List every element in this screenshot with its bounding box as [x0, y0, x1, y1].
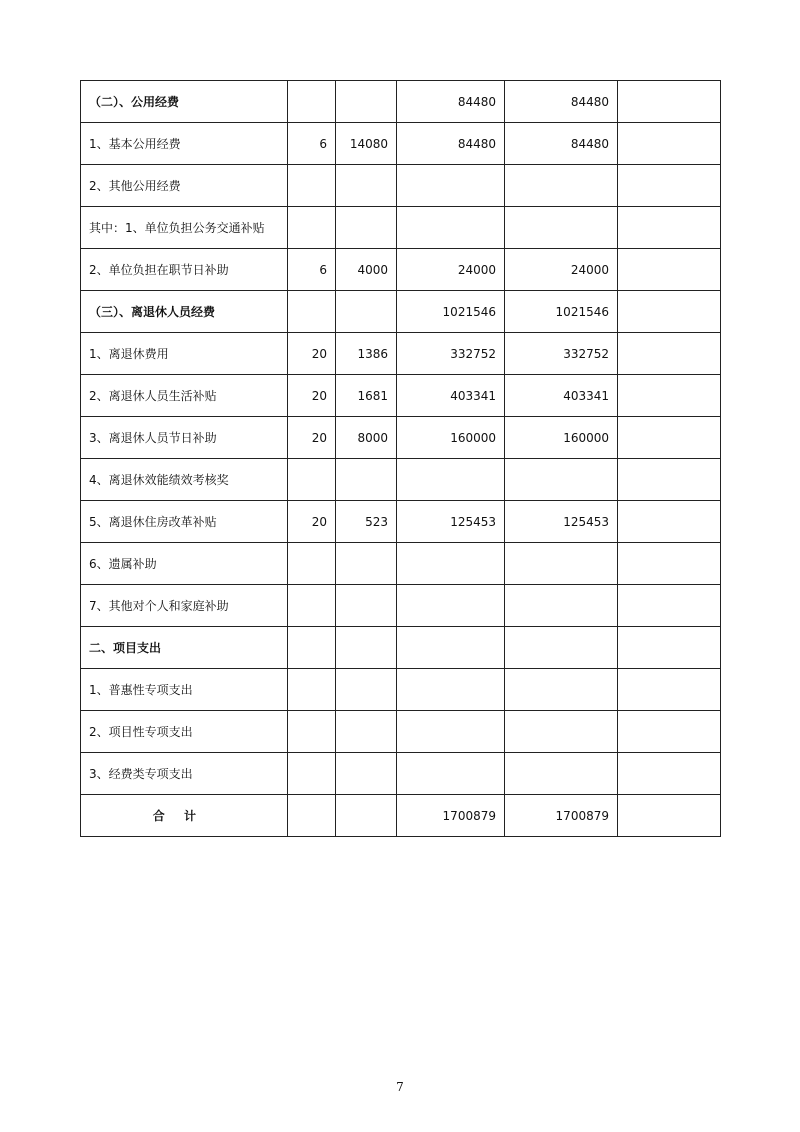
row-label: 2、单位负担在职节日补助	[81, 249, 288, 291]
cell-c4: 1700879	[505, 795, 618, 837]
cell-c2	[336, 165, 397, 207]
cell-c4: 84480	[505, 81, 618, 123]
cell-c3	[397, 711, 505, 753]
cell-c1	[288, 627, 336, 669]
cell-c1	[288, 291, 336, 333]
cell-c5	[618, 207, 721, 249]
cell-c1	[288, 543, 336, 585]
cell-c5	[618, 123, 721, 165]
budget-table-body	[81, 81, 721, 837]
cell-c1	[288, 165, 336, 207]
cell-c5	[618, 795, 721, 837]
table-row	[81, 711, 721, 753]
table-row	[81, 501, 721, 543]
cell-c4	[505, 543, 618, 585]
cell-c2	[336, 627, 397, 669]
cell-c4	[505, 669, 618, 711]
cell-c4: 1021546	[505, 291, 618, 333]
cell-c5	[618, 375, 721, 417]
cell-c2	[336, 543, 397, 585]
cell-c3: 332752	[397, 333, 505, 375]
cell-c1: 20	[288, 417, 336, 459]
cell-c5	[618, 669, 721, 711]
cell-c2	[336, 711, 397, 753]
budget-table	[80, 80, 721, 837]
cell-c1	[288, 207, 336, 249]
cell-c2	[336, 795, 397, 837]
row-label: 7、其他对个人和家庭补助	[81, 585, 288, 627]
cell-c4: 403341	[505, 375, 618, 417]
cell-c3	[397, 459, 505, 501]
cell-c1	[288, 81, 336, 123]
cell-c3: 1700879	[397, 795, 505, 837]
cell-c1	[288, 585, 336, 627]
row-label: （三）、离退休人员经费	[81, 291, 288, 333]
cell-c4	[505, 711, 618, 753]
cell-c3	[397, 669, 505, 711]
cell-c2	[336, 585, 397, 627]
row-label: 5、离退休住房改革补贴	[81, 501, 288, 543]
table-row	[81, 543, 721, 585]
row-label: 2、其他公用经费	[81, 165, 288, 207]
cell-c4: 332752	[505, 333, 618, 375]
cell-c2: 1386	[336, 333, 397, 375]
table-row	[81, 669, 721, 711]
table-row	[81, 417, 721, 459]
cell-c1: 6	[288, 249, 336, 291]
cell-c4	[505, 165, 618, 207]
row-label: 其中：1、单位负担公务交通补贴	[81, 207, 288, 249]
cell-c3	[397, 585, 505, 627]
row-label: 2、项目性专项支出	[81, 711, 288, 753]
row-label: 1、普惠性专项支出	[81, 669, 288, 711]
cell-c1: 20	[288, 333, 336, 375]
row-label: 3、经费类专项支出	[81, 753, 288, 795]
cell-c3	[397, 543, 505, 585]
table-row	[81, 627, 721, 669]
cell-c2	[336, 669, 397, 711]
cell-c4	[505, 627, 618, 669]
cell-c4: 84480	[505, 123, 618, 165]
cell-c4	[505, 207, 618, 249]
row-label: 二、项目支出	[81, 627, 288, 669]
cell-c4: 160000	[505, 417, 618, 459]
page-number: 7	[396, 1080, 404, 1094]
cell-c3: 125453	[397, 501, 505, 543]
row-label: 6、遗属补助	[81, 543, 288, 585]
row-label: 1、离退休费用	[81, 333, 288, 375]
cell-c3: 84480	[397, 81, 505, 123]
cell-c3: 403341	[397, 375, 505, 417]
cell-c2: 8000	[336, 417, 397, 459]
cell-c2	[336, 291, 397, 333]
cell-c3: 84480	[397, 123, 505, 165]
cell-c3: 1021546	[397, 291, 505, 333]
cell-c5	[618, 543, 721, 585]
table-row	[81, 165, 721, 207]
cell-c3: 160000	[397, 417, 505, 459]
cell-c5	[618, 333, 721, 375]
cell-c3	[397, 627, 505, 669]
cell-c1	[288, 669, 336, 711]
cell-c5	[618, 459, 721, 501]
cell-c2: 14080	[336, 123, 397, 165]
table-row	[81, 459, 721, 501]
cell-c1: 20	[288, 501, 336, 543]
row-label: （二）、公用经费	[81, 81, 288, 123]
table-row	[81, 375, 721, 417]
cell-c4	[505, 459, 618, 501]
cell-c1	[288, 459, 336, 501]
cell-c2	[336, 459, 397, 501]
table-row	[81, 585, 721, 627]
table-row	[81, 753, 721, 795]
cell-c5	[618, 249, 721, 291]
table-row	[81, 123, 721, 165]
cell-c5	[618, 627, 721, 669]
cell-c3	[397, 165, 505, 207]
table-row	[81, 207, 721, 249]
cell-c1	[288, 795, 336, 837]
cell-c5	[618, 81, 721, 123]
cell-c2: 1681	[336, 375, 397, 417]
cell-c3	[397, 207, 505, 249]
cell-c1: 6	[288, 123, 336, 165]
cell-c5	[618, 417, 721, 459]
cell-c5	[618, 585, 721, 627]
cell-c5	[618, 711, 721, 753]
cell-c4: 24000	[505, 249, 618, 291]
cell-c4	[505, 753, 618, 795]
cell-c4	[505, 585, 618, 627]
row-label: 2、离退休人员生活补贴	[81, 375, 288, 417]
row-label: 合计	[81, 795, 288, 837]
cell-c2	[336, 207, 397, 249]
table-row	[81, 333, 721, 375]
cell-c3: 24000	[397, 249, 505, 291]
cell-c5	[618, 501, 721, 543]
cell-c3	[397, 753, 505, 795]
cell-c5	[618, 291, 721, 333]
table-row	[81, 795, 721, 837]
cell-c1: 20	[288, 375, 336, 417]
cell-c1	[288, 753, 336, 795]
cell-c2	[336, 81, 397, 123]
cell-c5	[618, 753, 721, 795]
table-row	[81, 249, 721, 291]
cell-c2	[336, 753, 397, 795]
table-row	[81, 81, 721, 123]
row-label: 4、离退休效能绩效考核奖	[81, 459, 288, 501]
cell-c2: 4000	[336, 249, 397, 291]
cell-c5	[618, 165, 721, 207]
row-label: 1、基本公用经费	[81, 123, 288, 165]
cell-c4: 125453	[505, 501, 618, 543]
cell-c2: 523	[336, 501, 397, 543]
table-row	[81, 291, 721, 333]
cell-c1	[288, 711, 336, 753]
row-label: 3、离退休人员节日补助	[81, 417, 288, 459]
